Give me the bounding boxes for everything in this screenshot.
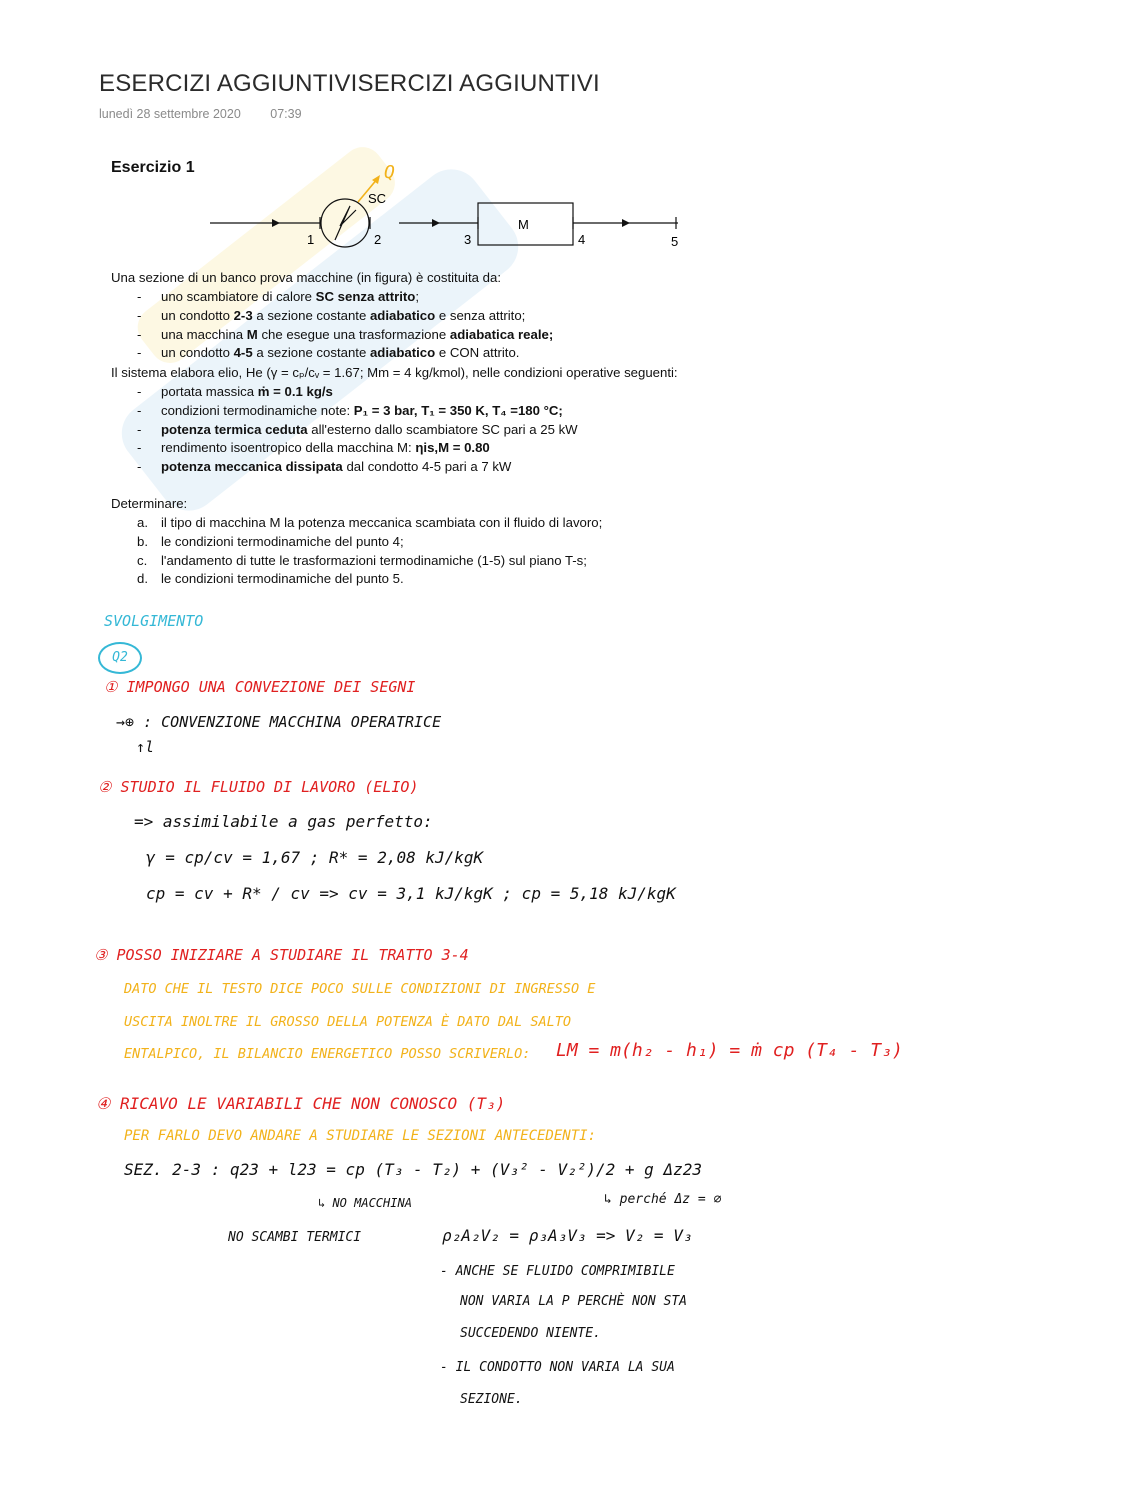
conditions-list	[111, 383, 578, 477]
point-1: 1	[307, 232, 315, 247]
hw-step-4b: PER FARLO DEVO ANDARE A STUDIARE LE SEZIONI ANTECEDENTI:	[124, 1128, 597, 1144]
hw-step-1b: →⊕ : CONVENZIONE MACCHINA OPERATRICE	[116, 713, 442, 731]
m-label: M	[518, 217, 529, 232]
hw-step-2: ② STUDIO IL FLUIDO DI LAVORO (ELIO)	[98, 778, 419, 796]
heat-exchanger-zigzag	[335, 206, 356, 240]
components-list	[111, 288, 553, 363]
system-diagram	[200, 160, 700, 260]
hw-step-4h: - ANCHE SE FLUIDO COMPRIMIBILE	[440, 1264, 675, 1279]
heat-exchanger-circle	[321, 199, 369, 247]
arrow-1	[272, 219, 280, 227]
hw-step-3d: ENTALPICO, IL BILANCIO ENERGETICO POSSO SCRIVERLO:	[124, 1046, 531, 1062]
page-meta	[99, 107, 328, 121]
hw-circle-label: Q2	[98, 642, 142, 674]
hw-step-4c: SEZ. 2-3 : q23 + l23 = cp (T₃ - T₂) + (V₃² - V₂²)/2 + g Δz23	[124, 1160, 702, 1179]
hw-step-4d: ↳ NO MACCHINA	[318, 1196, 412, 1210]
arrow-3	[622, 219, 630, 227]
hw-step-3e: LM = m(h₂ - h₁) = ṁ cp (T₄ - T₃)	[556, 1040, 903, 1061]
intro-text: Una sezione di un banco prova macchine (in figura) è costituita da:	[111, 270, 501, 285]
arrow-2	[432, 219, 440, 227]
determine-label: Determinare:	[111, 496, 188, 511]
hw-step-4k: - IL CONDOTTO NON VARIA LA SUA	[440, 1360, 675, 1375]
list-item: - portata massica ṁ = 0.1 kg/s	[137, 384, 333, 399]
point-4: 4	[578, 232, 586, 247]
hw-step-3c: USCITA INOLTRE IL GROSSO DELLA POTENZA È DATO DAL SALTO	[124, 1014, 572, 1030]
hw-svolgimento: SVOLGIMENTO	[104, 612, 204, 630]
list-item: - condizioni termodinamiche note: P₁ = 3 bar, T₁ = 350 K, T₄ =180 °C;	[137, 402, 563, 418]
tasks-list	[111, 514, 602, 589]
list-item: b. le condizioni termodinamiche del punto 4;	[137, 533, 404, 549]
list-item: - un condotto 2-3 a sezione costante adiabatico e senza attrito;	[137, 307, 526, 323]
hw-step-4f: NO SCAMBI TERMICI	[228, 1230, 362, 1245]
hw-step-4i: NON VARIA LA P PERCHÈ NON STA	[460, 1294, 687, 1309]
page-date: lunedì 28 settembre 2020	[99, 107, 241, 121]
system-line: Il sistema elabora elio, He (γ = cₚ/cᵥ = 1.67; Mm = 4 kg/kmol), nelle condizioni operative seguenti:	[111, 365, 678, 380]
hw-step-3: ③ POSSO INIZIARE A STUDIARE IL TRATTO 3-4	[94, 946, 469, 964]
q-label: Q	[384, 162, 395, 183]
list-item: a. il tipo di macchina M la potenza meccanica scambiata con il fluido di lavoro;	[137, 515, 603, 530]
point-3: 3	[464, 232, 472, 247]
list-item: - uno scambiatore di calore SC senza attrito;	[137, 289, 420, 304]
hw-step-1: ① IMPONGO UNA CONVEZIONE DEI SEGNI	[104, 678, 416, 696]
hw-step-4g: ρ₂A₂V₂ = ρ₃A₃V₃ => V₂ = V₃	[442, 1226, 693, 1245]
list-item: - potenza meccanica dissipata dal condotto 4-5 pari a 7 kW	[137, 459, 512, 475]
point-5: 5	[671, 234, 679, 249]
hw-step-1c: ↑l	[136, 738, 155, 756]
list-item: - potenza termica ceduta all'esterno dallo scambiatore SC pari a 25 kW	[137, 421, 578, 437]
hw-step-4e: ↳ perché Δz = ∅	[604, 1192, 722, 1207]
hw-step-2d: cp = cv + R* / cv => cv = 3,1 kJ/kgK ; cp = 5,18 kJ/kgK	[146, 884, 676, 903]
sc-label: SC	[368, 191, 387, 206]
hw-step-3b: DATO CHE IL TESTO DICE POCO SULLE CONDIZIONI DI INGRESSO E	[124, 981, 596, 997]
list-item: c. l'andamento di tutte le trasformazioni termodinamiche (1-5) sul piano T-s;	[137, 552, 587, 568]
list-item: - una macchina M che esegue una trasformazione adiabatica reale;	[137, 326, 554, 342]
hw-step-4l: SEZIONE.	[460, 1392, 523, 1407]
page-title: ESERCIZI AGGIUNTIVISERCIZI AGGIUNTIVI	[99, 70, 600, 97]
hw-step-4: ④ RICAVO LE VARIABILI CHE NON CONOSCO (T₃)	[96, 1094, 506, 1113]
point-2: 2	[374, 232, 382, 247]
page-time: 07:39	[270, 107, 302, 121]
list-item: d. le condizioni termodinamiche del punto 5.	[137, 571, 404, 587]
hw-step-2c: γ = cp/cv = 1,67 ; R* = 2,08 kJ/kgK	[146, 848, 484, 867]
list-item: - un condotto 4-5 a sezione costante adiabatico e CON attrito.	[137, 345, 520, 361]
hw-step-2b: => assimilabile a gas perfetto:	[134, 812, 433, 831]
hw-step-4j: SUCCEDENDO NIENTE.	[460, 1326, 601, 1341]
exercise-title: Esercizio 1	[111, 159, 195, 176]
list-item: - rendimento isoentropico della macchina M: ηis,M = 0.80	[137, 440, 490, 456]
